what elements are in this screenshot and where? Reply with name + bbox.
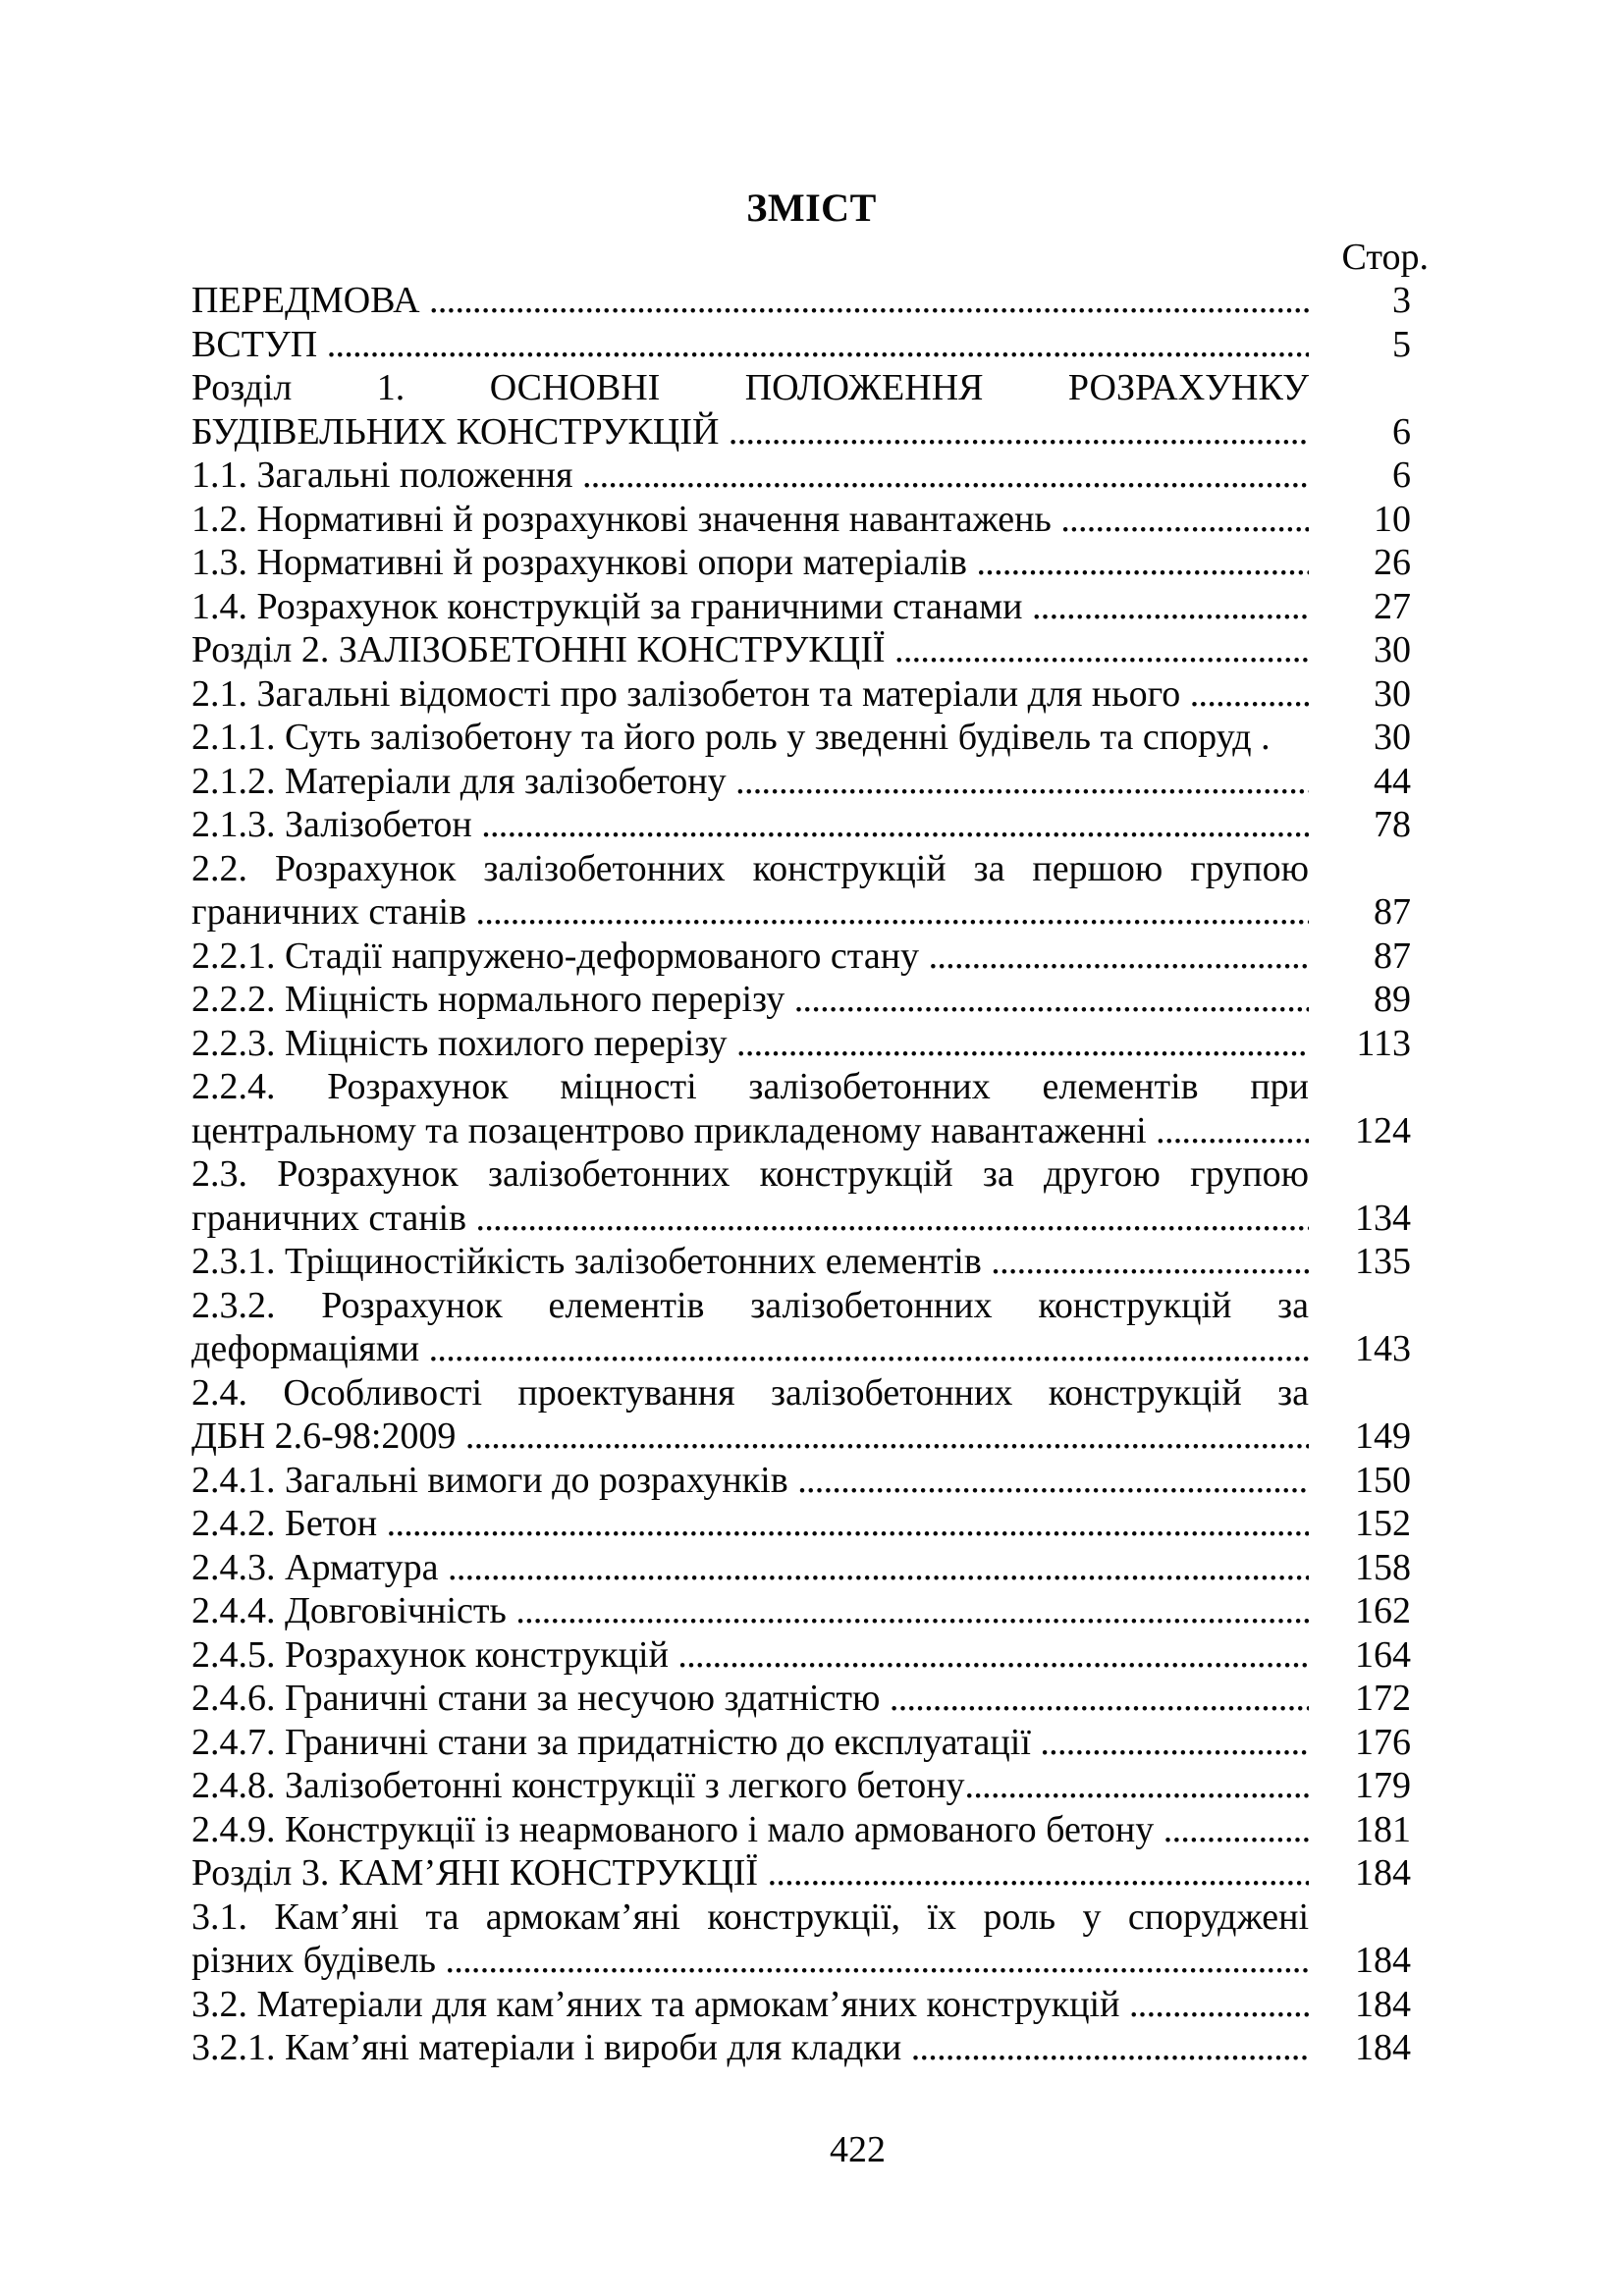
- toc-line: [191, 760, 1431, 804]
- page-number: 150: [1355, 1459, 1411, 1501]
- toc-line-text: граничних станів: [191, 891, 476, 933]
- dot-leader: [729, 410, 1309, 454]
- dot-leader: [327, 323, 1309, 367]
- page-number: 135: [1355, 1241, 1411, 1282]
- toc-line-text: 2.3.2. Розрахунок елементів залізобетонних конструкцій за: [191, 1284, 1309, 1326]
- toc-line: [191, 1152, 1309, 1197]
- page-number: 176: [1355, 1721, 1411, 1763]
- dot-leader: [677, 1633, 1309, 1678]
- toc-line-text: 2.4.2. Бетон: [191, 1503, 387, 1544]
- toc-line-text: ВСТУП: [191, 323, 327, 365]
- toc-line-text: 2.4.5. Розрахунок конструкцій: [191, 1633, 678, 1676]
- toc-line: [191, 2026, 1431, 2070]
- page-column-header: Стор.: [1341, 237, 1429, 278]
- toc-line: [191, 454, 1431, 498]
- toc-line: [191, 890, 1431, 934]
- toc-line-text: 2.1.1. Суть залізобетону та його роль у зведенні будівель та споруд .: [191, 717, 1271, 758]
- toc-line-text: 3.1. Кам’яні та армокам’яні конструкції, їх роль у споруджені: [191, 1896, 1309, 1938]
- toc-line: [191, 1677, 1431, 1721]
- toc-line-text: 2.4.3. Арматура: [191, 1546, 449, 1588]
- toc-line: [191, 323, 1431, 367]
- page-number: 164: [1355, 1633, 1411, 1676]
- dot-leader: [446, 1939, 1309, 1983]
- page-number: 179: [1355, 1765, 1411, 1806]
- toc-line-text: БУДІВЕЛЬНИХ КОНСТРУКЦІЙ: [191, 410, 729, 453]
- page-number: 30: [1374, 672, 1411, 715]
- page-number: 184: [1355, 1852, 1411, 1894]
- toc-line-text: 2.2.1. Стадії напружено-деформованого стану: [191, 934, 929, 977]
- dot-leader: [1060, 498, 1309, 542]
- toc-line-text: ДБН 2.6-98:2009: [191, 1415, 465, 1457]
- toc-line-text: 2.1.3. Залізобетон: [191, 804, 482, 845]
- toc-line: [191, 279, 1431, 323]
- toc-list: [191, 279, 1431, 2070]
- toc-line: [191, 498, 1431, 542]
- dot-leader: [429, 279, 1309, 323]
- dot-leader: [1040, 1721, 1309, 1765]
- toc-line-text: 3.2.1. Кам’яні матеріали і вироби для кладки: [191, 2027, 911, 2068]
- toc-line-text: різних будівель: [191, 1940, 446, 1981]
- dot-leader: [794, 978, 1309, 1022]
- page-number: 3: [1392, 280, 1411, 321]
- toc-line-text: 1.4. Розрахунок конструкцій за граничними станами: [191, 585, 1032, 627]
- page-number: 27: [1374, 585, 1411, 627]
- toc-line: [191, 1022, 1431, 1066]
- toc-line: [191, 541, 1431, 585]
- toc-line: [191, 366, 1309, 410]
- page-number: 124: [1355, 1109, 1411, 1151]
- page-number: 5: [1392, 323, 1411, 365]
- toc-line-text: 2.4.6. Граничні стани за несучою здатністю: [191, 1678, 890, 1719]
- toc-line-text: 2.1.2. Матеріали для залізобетону: [191, 760, 736, 802]
- toc-line: [191, 1284, 1309, 1328]
- dot-leader: [1129, 1983, 1309, 2027]
- toc-line: [191, 1546, 1431, 1590]
- page-title: ЗМІСТ: [746, 186, 877, 230]
- dot-leader: [736, 1022, 1309, 1066]
- dot-leader: [1032, 585, 1309, 629]
- dot-leader: [476, 1197, 1309, 1241]
- dot-leader: [448, 1546, 1309, 1590]
- toc-line-text: 2.2. Розрахунок залізобетонних конструкцій за першою групою: [191, 847, 1309, 889]
- toc-line: [191, 803, 1431, 847]
- toc-line-text: ПЕРЕДМОВА: [191, 280, 430, 321]
- toc-line: [191, 1896, 1309, 1940]
- dot-leader: [929, 934, 1309, 979]
- page-number: 143: [1355, 1328, 1411, 1369]
- toc-line: [191, 1633, 1431, 1678]
- page-number: 181: [1355, 1808, 1411, 1850]
- dot-leader: [991, 1240, 1309, 1284]
- toc-line: [191, 1109, 1431, 1153]
- toc-line: [191, 410, 1431, 454]
- toc-line: [191, 1459, 1431, 1503]
- dot-leader: [768, 1851, 1309, 1896]
- toc-line: [191, 1764, 1431, 1808]
- toc-line-text: граничних станів: [191, 1197, 476, 1239]
- toc-line: [191, 934, 1431, 979]
- toc-line: [191, 1721, 1431, 1765]
- page-number: 113: [1356, 1022, 1411, 1064]
- page-number: 87: [1374, 934, 1411, 977]
- page-number: 184: [1355, 1983, 1411, 2025]
- dot-leader: [965, 1764, 1309, 1808]
- page-number: 44: [1374, 760, 1411, 802]
- page-number: 30: [1374, 629, 1411, 670]
- page-number: 184: [1355, 1940, 1411, 1981]
- toc-line-text: 2.4. Особливості проектування залізобетонних конструкцій за: [191, 1371, 1309, 1414]
- page-number: 172: [1355, 1678, 1411, 1719]
- toc-line: [191, 1415, 1431, 1459]
- toc-line-text: 2.2.4. Розрахунок міцності залізобетонних елементів при: [191, 1066, 1309, 1107]
- page-number: 149: [1355, 1415, 1411, 1457]
- dot-leader: [735, 760, 1309, 804]
- toc-line-text: 3.2. Матеріали для кам’яних та армокам’яних конструкцій: [191, 1983, 1129, 2025]
- toc-line-text: 2.3.1. Тріщиностійкість залізобетонних елементів: [191, 1241, 992, 1282]
- toc-line-text: центральному та позацентрово прикладеному навантаженні: [191, 1109, 1157, 1151]
- toc-line-text: 2.2.2. Міцність нормального перерізу: [191, 979, 794, 1020]
- toc-line-text: 2.4.1. Загальні вимоги до розрахунків: [191, 1459, 798, 1501]
- dot-leader: [387, 1502, 1309, 1546]
- toc-line: [191, 1197, 1431, 1241]
- page-number: 30: [1374, 717, 1411, 758]
- toc-line-text: 2.3. Розрахунок залізобетонних конструкцій за другою групою: [191, 1153, 1309, 1195]
- toc-line-text: 2.4.4. Довговічність: [191, 1590, 516, 1631]
- dot-leader: [1163, 1808, 1309, 1852]
- toc-line: [191, 1589, 1431, 1633]
- dot-leader: [911, 2026, 1309, 2070]
- page-number: 6: [1392, 410, 1411, 453]
- dot-leader: [429, 1327, 1309, 1371]
- toc-line: [191, 1240, 1431, 1284]
- page-number: 78: [1374, 804, 1411, 845]
- page-number: 158: [1355, 1546, 1411, 1588]
- page-number: 184: [1355, 2027, 1411, 2068]
- dot-leader: [465, 1415, 1309, 1459]
- page-number: 134: [1355, 1197, 1411, 1239]
- toc-line-text: 2.4.7. Граничні стани за придатністю до експлуатації: [191, 1721, 1041, 1763]
- dot-leader: [797, 1459, 1309, 1503]
- toc-line-text: деформаціями: [191, 1328, 429, 1369]
- toc-line-text: Розділ 2. ЗАЛІЗОБЕТОННІ КОНСТРУКЦІЇ: [191, 629, 895, 670]
- toc-line: [191, 628, 1431, 672]
- toc-line: [191, 716, 1431, 760]
- toc-line-text: 2.2.3. Міцність похилого перерізу: [191, 1022, 737, 1064]
- toc-line: [191, 1808, 1431, 1852]
- dot-leader: [1156, 1109, 1309, 1153]
- toc-line-text: Розділ 1. ОСНОВНІ ПОЛОЖЕННЯ РОЗРАХУНКУ: [191, 367, 1309, 408]
- dot-leader: [890, 1677, 1309, 1721]
- dot-leader: [976, 541, 1309, 585]
- page-number: 26: [1374, 542, 1411, 583]
- toc-line-text: 1.2. Нормативні й розрахункові значення навантажень: [191, 498, 1061, 540]
- page-number: 89: [1374, 979, 1411, 1020]
- toc-line: [191, 1502, 1431, 1546]
- page-number: 152: [1355, 1503, 1411, 1544]
- toc-line: [191, 978, 1431, 1022]
- toc-line: [191, 1939, 1431, 1983]
- toc-line: [191, 1983, 1431, 2027]
- toc-line-text: 1.3. Нормативні й розрахункові опори матеріалів: [191, 542, 977, 583]
- footer-page-number: 422: [830, 2129, 886, 2170]
- page-number: 6: [1392, 454, 1411, 496]
- toc-line-text: 2.4.9. Конструкції із неармованого і мало армованого бетону: [191, 1808, 1163, 1850]
- toc-line-text: Розділ 3. КАМ’ЯНІ КОНСТРУКЦІЇ: [191, 1852, 768, 1894]
- toc-line: [191, 1371, 1309, 1415]
- toc-line: [191, 1851, 1431, 1896]
- page-number: 10: [1374, 498, 1411, 540]
- dot-leader: [481, 803, 1309, 847]
- toc-line-text: 2.4.8. Залізобетонні конструкції з легкого бетону: [191, 1765, 965, 1806]
- dot-leader: [1190, 672, 1309, 717]
- toc-line: [191, 672, 1431, 717]
- toc-line: [191, 847, 1309, 891]
- dot-leader: [894, 628, 1309, 672]
- page-number: 162: [1355, 1590, 1411, 1631]
- toc-line: [191, 1327, 1431, 1371]
- toc-line: [191, 1065, 1309, 1109]
- toc-line: [191, 585, 1431, 629]
- page-number: 87: [1374, 891, 1411, 933]
- dot-leader: [582, 454, 1309, 498]
- dot-leader: [515, 1589, 1309, 1633]
- toc-line-text: 1.1. Загальні положення: [191, 454, 582, 496]
- toc-line-text: 2.1. Загальні відомості про залізобетон та матеріали для нього: [191, 672, 1190, 715]
- dot-leader: [476, 890, 1309, 934]
